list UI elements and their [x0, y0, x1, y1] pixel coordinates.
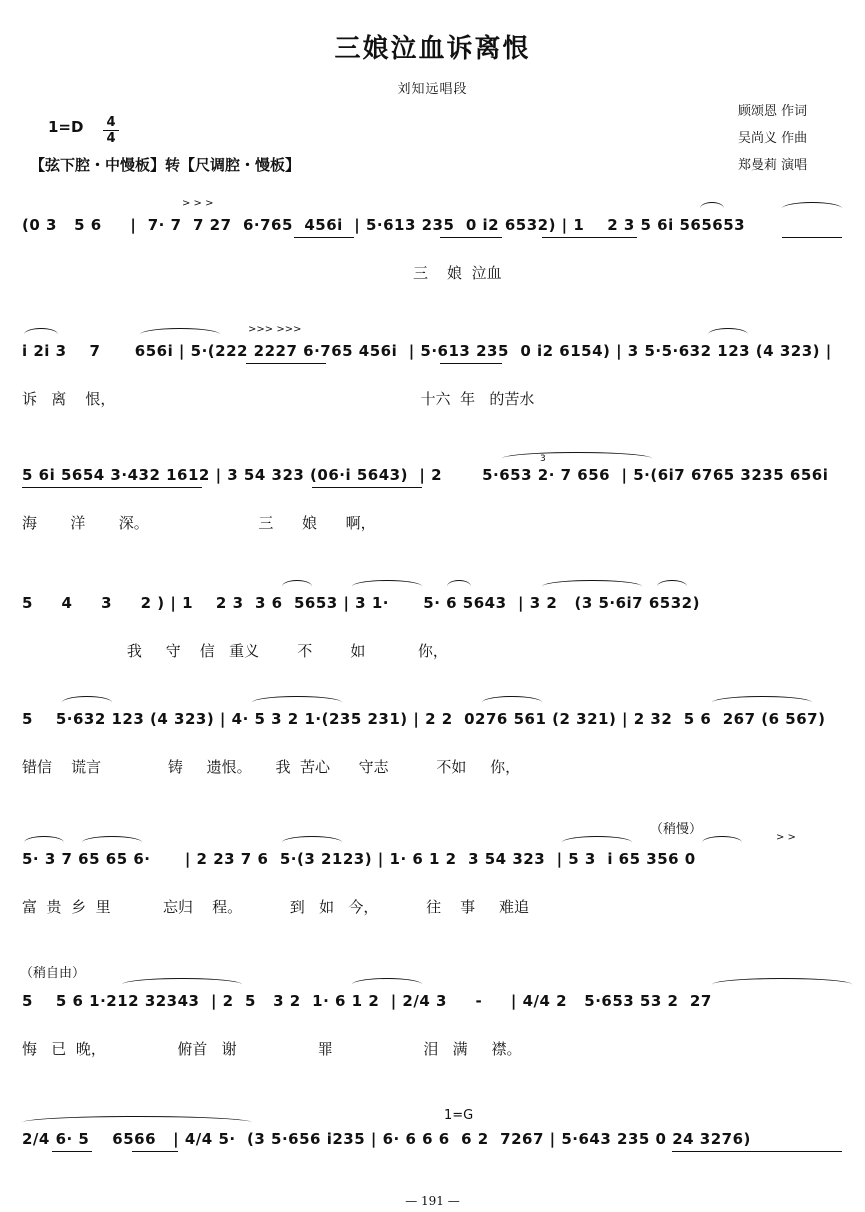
beam: [440, 237, 502, 238]
lyricist-credit: 顾颂恩 作词: [738, 104, 808, 119]
slur: [712, 696, 812, 709]
beam: [52, 1151, 92, 1152]
slur: [352, 978, 422, 991]
performer-credit: 郑曼莉 演唱: [738, 158, 808, 173]
slur: [482, 696, 542, 709]
key-change: 1=G: [444, 1108, 474, 1123]
slur: [447, 580, 471, 593]
page-number: — 191 —: [405, 1194, 460, 1208]
beam: [22, 487, 202, 488]
notation-line: 5 4 3 2 ) | 1 2 3 3 6 5653 | 3 1· 5· 6 5643 | 3 2 (3 5·6i7 6532): [22, 594, 700, 612]
mode-label: 【弦下腔・中慢板】转【尺调腔・慢板】: [30, 156, 301, 174]
slur: [24, 836, 64, 849]
song-title: 三娘泣血诉离恨: [334, 34, 531, 64]
slur: [657, 580, 687, 593]
slur: [700, 202, 724, 215]
slur: [122, 978, 242, 991]
beam: [672, 1151, 842, 1152]
lyric-line: 海 洋 深。 三 娘 啊，: [22, 514, 376, 532]
notation-line: 5 5·632 123 (4 323) | 4· 5 3 2 1·(235 231) | 2 2 0276 561 (2 321) | 2 32 5 6 267 (6 567): [22, 710, 826, 728]
lyric-line: 富 贵 乡 里 忘归 程。 到 如 今， 往 事 难追: [22, 898, 530, 916]
notation-line: (0 3 5 6 | 7· 7 7 27 6·765 456i | 5·613 235 0 i2 6532) | 1 2 3 5 6i 565653: [22, 216, 746, 234]
slur: [22, 1116, 252, 1129]
beam: [440, 363, 502, 364]
meter-bottom: 4: [106, 131, 116, 146]
slur: [62, 696, 112, 709]
beam: [246, 363, 326, 364]
beam: [132, 1151, 178, 1152]
beam: [312, 487, 422, 488]
slur: [708, 328, 748, 341]
beam: [542, 237, 637, 238]
slur: [352, 580, 422, 593]
slur: [782, 202, 842, 215]
composer-credit: 吴尚义 作曲: [738, 131, 808, 146]
credits: [738, 98, 807, 179]
song-subtitle: 刘知远唱段: [397, 82, 468, 97]
notation-line: 2/4 6· 5 6566 | 4/4 5· (3 5·656 i235 | 6· 6 6 6 6 2 7267 | 5·643 235 0 24 3276): [22, 1130, 751, 1148]
time-signature: [103, 116, 119, 145]
slur: [252, 696, 342, 709]
notation-line: 5· 3 7 65 65 6· | 2 23 7 6 5·(3 2123) | 1· 6 1 2 3 54 323 | 5 3 i 65 356 0: [22, 850, 696, 868]
notation-line: 5 5 6 1·212 32343 | 2 5 3 2 1· 6 1 2 | 2/4 3 - | 4/4 2 5·653 53 2 27: [22, 992, 712, 1010]
accent-mark: >>> >>>: [248, 324, 302, 335]
accent-mark: > > >: [182, 198, 214, 209]
tempo-mark: （稍慢）: [650, 822, 703, 837]
meter-top: 4: [106, 115, 116, 130]
beam: [782, 237, 842, 238]
slur: [140, 328, 220, 341]
accent-mark: > >: [776, 832, 796, 843]
slur: [82, 836, 142, 849]
slur: [502, 452, 652, 465]
beam: [294, 237, 354, 238]
lyric-line: 三 娘 泣血: [22, 264, 502, 282]
slur: [702, 836, 742, 849]
tempo-mark: （稍自由）: [20, 966, 86, 981]
notation-line: 5 6i 5654 3·432 1612 | 3 54 323 (06·i 5643) | 2 5·653 2· 7 656 | 5·(6i7 6765 3235 656i: [22, 466, 829, 484]
slur: [712, 978, 852, 991]
slur: [282, 580, 312, 593]
lyric-line: 诉 离 恨， 十六 年 的苦水: [22, 390, 535, 408]
notation-line: i 2i 3 7 656i | 5·(222 2227 6·765 456i | 5·613 235 0 i2 6154) | 3 5·5·632 123 (4 323) |: [22, 342, 832, 360]
key-signature: 1=D: [48, 118, 84, 136]
slur: [24, 328, 58, 341]
triplet-mark: 3: [540, 454, 546, 464]
slur: [282, 836, 342, 849]
lyric-line: 我 守 信 重义 不 如 你，: [22, 642, 448, 660]
lyric-line: 错信 谎言 铸 遗恨。 我 苦心 守志 不如 你，: [22, 758, 521, 776]
lyric-line: 悔 已 晚， 俯首 谢 罪 泪 满 襟。: [22, 1040, 522, 1058]
slur: [542, 580, 642, 593]
slur: [562, 836, 632, 849]
